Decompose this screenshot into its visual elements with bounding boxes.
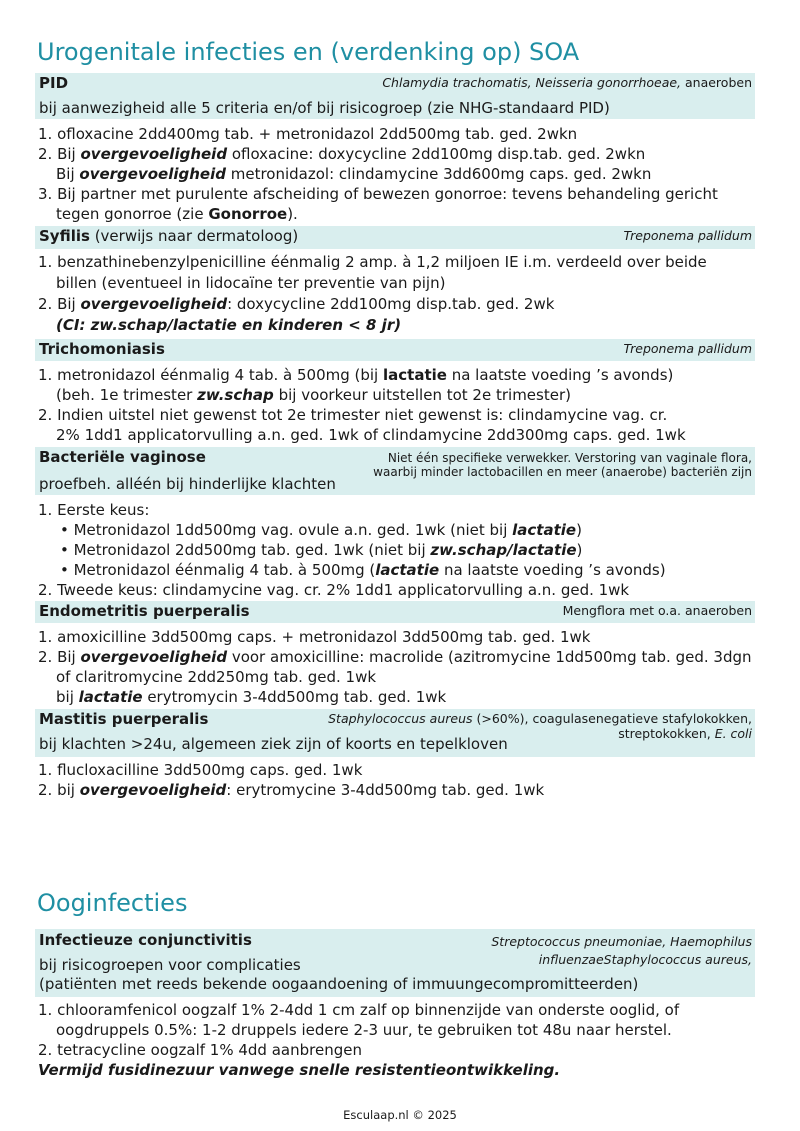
trich-line: (beh. 1e trimester zw.schap bij voorkeur uitstellen tot 2e trimester) (56, 386, 571, 404)
pid-indication: bij aanwezigheid alle 5 criteria en/of bij risicogroep (zie NHG-standaard PID) (39, 99, 610, 117)
bv-header (35, 447, 755, 495)
pid-line: 3. Bij partner met purulente afscheiding of bewezen gonorroe: tevens behandeling gericht (38, 185, 718, 203)
bv-line: 2. Tweede keus: clindamycine vag. cr. 2% 1dd1 applicatorvulling a.n. ged. 1wk (38, 581, 630, 599)
bv-line: 1. Eerste keus: (38, 501, 150, 519)
section-title-eye: Ooginfecties (37, 889, 188, 917)
trich-line: 2. Indien uitstel niet gewenst tot 2e trimester niet gewenst is: clindamycine vag. cr. (38, 406, 668, 424)
footer-copyright: Esculaap.nl © 2025 (343, 1108, 457, 1122)
conj-header (35, 929, 755, 997)
bv-treatment (38, 500, 758, 600)
trich-line: 1. metronidazol éénmalig 4 tab. à 500mg (bij lactatie na laatste voeding ’s avonds) (38, 366, 674, 384)
conj-line: oogdruppels 0.5%: 1-2 druppels iedere 2-3 uur, te gebruiken tot 48u naar herstel. (56, 1021, 672, 1039)
endo-treatment (38, 627, 758, 707)
syfilis-treatment (38, 252, 758, 336)
mast-title: Mastitis puerperalis (39, 710, 209, 728)
conj-organisms: Streptococcus pneumoniae, Haemophilus influenzaeStaphylococcus aureus, (491, 934, 752, 967)
conj-indication: bij risicogroepen voor complicaties (39, 956, 301, 974)
conj-line: 1. chlooramfenicol oogzalf 1% 2-4dd 1 cm zalf op binnenzijde van onderste ooglid, of (38, 1001, 680, 1019)
pid-title: PID (39, 74, 69, 92)
bv-line: • Metronidazol 1dd500mg vag. ovule a.n. ged. 1wk (niet bij lactatie) (60, 521, 582, 539)
pid-line: 2. Bij overgevoeligheid ofloxacine: doxycycline 2dd100mg disp.tab. ged. 2wkn (38, 145, 646, 163)
syfilis-line: (CI: zw.schap/lactatie en kinderen < 8 jr) (56, 316, 402, 334)
pid-header (35, 73, 755, 119)
conj-indication-detail: (patiënten met reeds bekende oogaandoening of immuungecompromitteerden) (39, 975, 639, 993)
bv-title: Bacteriële vaginose (39, 448, 206, 466)
syfilis-line: 1. benzathinebenzylpenicilline éénmalig 2 amp. à 1,2 miljoen IE i.m. verdeeld over beide (38, 253, 707, 271)
mast-treatment (38, 760, 758, 800)
section-title-urogenital: Urogenitale infecties en (verdenking op) SOA (37, 38, 580, 66)
trich-title: Trichomoniasis (39, 340, 165, 358)
bv-organisms: Niet één specifieke verwekker. Verstoring van vaginale flora, waarbij minder lactobacillen en meer (anaerobe) bacteriën zijn (373, 451, 752, 479)
conj-line: 2. tetracycline oogzalf 1% 4dd aanbrengen (38, 1041, 362, 1059)
syfilis-header (35, 226, 755, 249)
pid-line: tegen gonorroe (zie Gonorroe). (56, 205, 298, 223)
syfilis-organisms: Treponema pallidum (623, 228, 752, 243)
endo-line: 1. amoxicilline 3dd500mg caps. + metronidazol 3dd500mg tab. ged. 1wk (38, 628, 591, 646)
mast-line: 1. flucloxacilline 3dd500mg caps. ged. 1wk (38, 761, 363, 779)
mast-indication: bij klachten >24u, algemeen ziek zijn of koorts en tepelkloven (39, 735, 508, 753)
bv-line: • Metronidazol 2dd500mg tab. ged. 1wk (niet bij zw.schap/lactatie) (60, 541, 583, 559)
syfilis-line: 2. Bij overgevoeligheid: doxycycline 2dd100mg disp.tab. ged. 2wk (38, 295, 555, 313)
endo-line: bij lactatie erytromycin 3-4dd500mg tab. ged. 1wk (56, 688, 447, 706)
conj-warning: Vermijd fusidinezuur vanwege snelle resistentieontwikkeling. (38, 1061, 561, 1079)
mast-organisms: Staphylococcus aureus (>60%), coagulasenegatieve stafylokokken, streptokokken, E. coli (328, 711, 752, 741)
trich-treatment (38, 365, 758, 445)
trich-line: 2% 1dd1 applicatorvulling a.n. ged. 1wk of clindamycine 2dd300mg caps. ged. 1wk (56, 426, 686, 444)
endo-header (35, 601, 755, 623)
conj-treatment (38, 1000, 758, 1080)
trich-header (35, 339, 755, 361)
pid-organisms: Chlamydia trachomatis, Neisseria gonorrhoeae, anaeroben (382, 75, 752, 90)
syfilis-line: billen (eventueel in lidocaïne ter preventie van pijn) (56, 274, 446, 292)
pid-line: 1. ofloxacine 2dd400mg tab. + metronidazol 2dd500mg tab. ged. 2wkn (38, 125, 578, 143)
conj-title: Infectieuze conjunctivitis (39, 931, 252, 949)
pid-line: Bij overgevoeligheid metronidazol: clindamycine 3dd600mg caps. ged. 2wkn (56, 165, 652, 183)
endo-line: 2. Bij overgevoeligheid voor amoxicilline: macrolide (azitromycine 1dd500mg tab. ged. 3dgn (38, 648, 752, 666)
endo-title: Endometritis puerperalis (39, 602, 250, 620)
endo-line: of claritromycine 2dd250mg tab. ged. 1wk (56, 668, 377, 686)
mast-line: 2. bij overgevoeligheid: erytromycine 3-4dd500mg tab. ged. 1wk (38, 781, 545, 799)
bv-line: • Metronidazol éénmalig 4 tab. à 500mg (lactatie na laatste voeding ’s avonds) (60, 561, 666, 579)
endo-organisms: Mengflora met o.a. anaeroben (562, 603, 752, 618)
trich-organisms: Treponema pallidum (623, 341, 752, 356)
pid-treatment (38, 124, 758, 224)
mast-header (35, 709, 755, 757)
syfilis-title: Syfilis (verwijs naar dermatoloog) (39, 227, 299, 245)
bv-indication: proefbeh. alléén bij hinderlijke klachten (39, 475, 336, 493)
